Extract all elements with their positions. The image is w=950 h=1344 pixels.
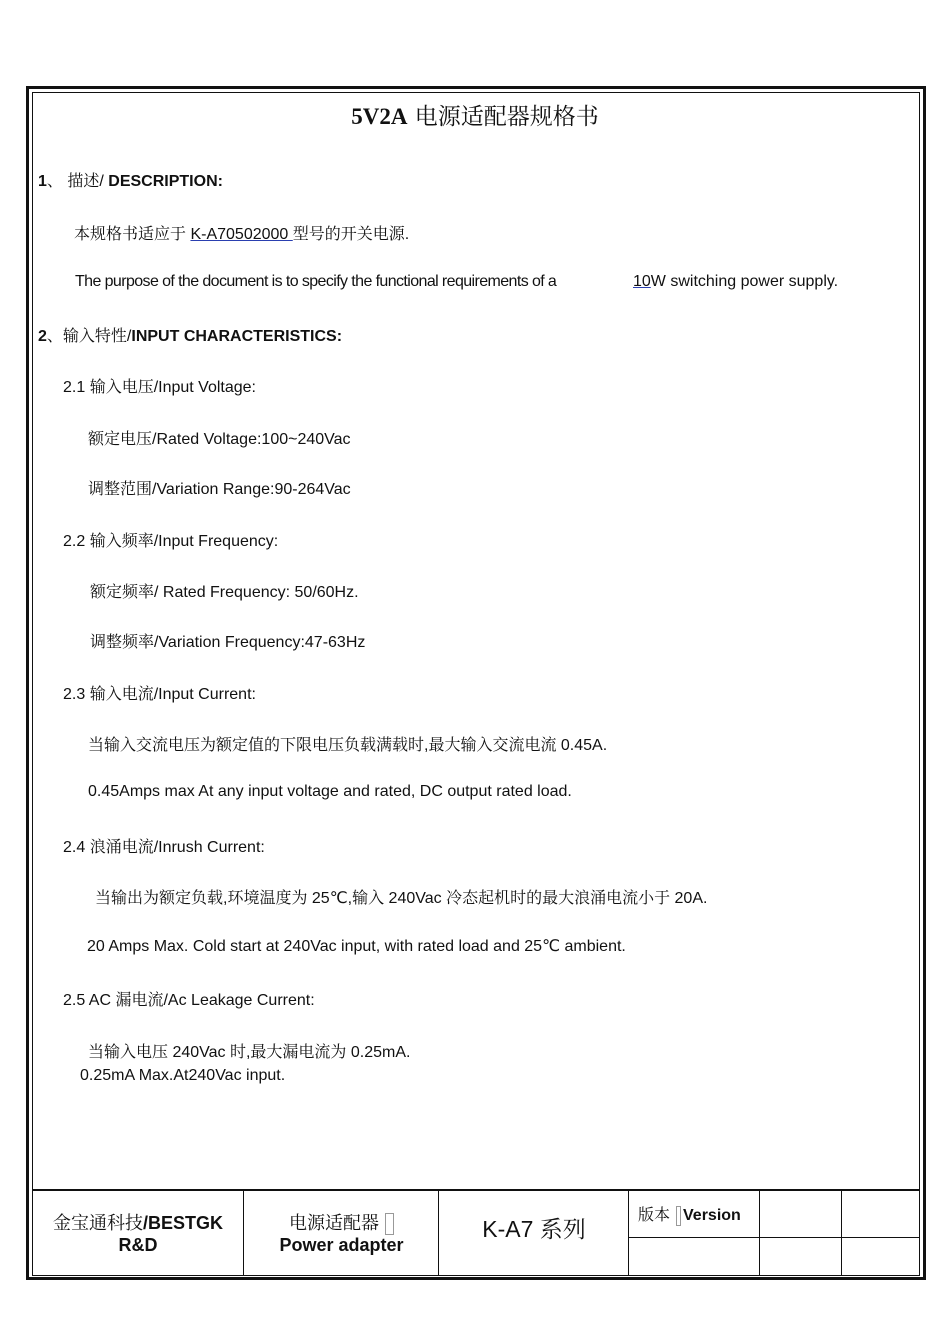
- subsection-2-1: 2.1 输入电压/Input Voltage:: [63, 379, 256, 396]
- footer-series-cell: [439, 1191, 629, 1276]
- section-2-heading: 2、输入特性/INPUT CHARACTERISTICS:: [38, 328, 343, 345]
- inrush-current-cn: 当输出为额定负载,环境温度为 25℃,输入 240Vac 冷态起机时的最大浪涌电流小于 20A.: [95, 890, 708, 907]
- rated-voltage: 额定电压/Rated Voltage:100~240Vac: [88, 431, 351, 448]
- rated-frequency: 额定频率/ Rated Frequency: 50/60Hz.: [90, 584, 359, 601]
- series-name: K-A7 系列: [482, 1216, 586, 1242]
- input-current-cn: 当输入交流电压为额定值的下限电压负载满载时,最大输入交流电流 0.45A.: [88, 737, 608, 754]
- subsection-2-2: 2.2 输入频率/Input Frequency:: [63, 533, 279, 550]
- product-name: 电源适配器 Power adapter: [279, 1213, 404, 1256]
- footer-divider-2: [841, 1191, 842, 1276]
- section-1-cn-text: 本规格书适应于 K-A70502000 型号的开关电源.: [74, 226, 410, 243]
- footer-divider-1: [759, 1191, 760, 1276]
- subsection-2-4: 2.4 浪涌电流/Inrush Current:: [63, 839, 265, 856]
- section-1-en-text-power: 10W switching power supply.: [633, 273, 839, 290]
- leakage-current-cn: 当输入电压 240Vac 时,最大漏电流为 0.25mA.: [88, 1044, 411, 1061]
- placeholder-box-icon: [676, 1206, 681, 1226]
- document-title: 5V2A 电源适配器规格书: [351, 104, 599, 130]
- company-name: 金宝通科技/BESTGK R&D: [52, 1213, 223, 1255]
- model-number: K-A70502000: [190, 226, 293, 243]
- variation-range: 调整范围/Variation Range:90-264Vac: [88, 481, 351, 498]
- subsection-2-3: 2.3 输入电流/Input Current:: [63, 686, 256, 703]
- section-1-heading: 1、 描述/ DESCRIPTION:: [38, 173, 223, 190]
- variation-frequency: 调整频率/Variation Frequency:47-63Hz: [90, 634, 366, 651]
- footer-product-cell: [244, 1191, 439, 1276]
- placeholder-box-icon: [385, 1213, 394, 1235]
- version-label: 版本 Version: [638, 1207, 741, 1224]
- inrush-current-en: 20 Amps Max. Cold start at 240Vac input, with rated load and 25℃ ambient.: [87, 938, 626, 955]
- footer-table: [32, 1189, 920, 1276]
- section-1-en-text: The purpose of the document is to specify the functional requirements of a: [75, 273, 557, 290]
- leakage-current-en: 0.25mA Max.At240Vac input.: [80, 1067, 286, 1084]
- footer-company-cell: [32, 1191, 244, 1276]
- subsection-2-5: 2.5 AC 漏电流/Ac Leakage Current:: [63, 992, 315, 1009]
- footer-version-divider: [629, 1237, 920, 1238]
- input-current-en: 0.45Amps max At any input voltage and rated, DC output rated load.: [88, 783, 572, 800]
